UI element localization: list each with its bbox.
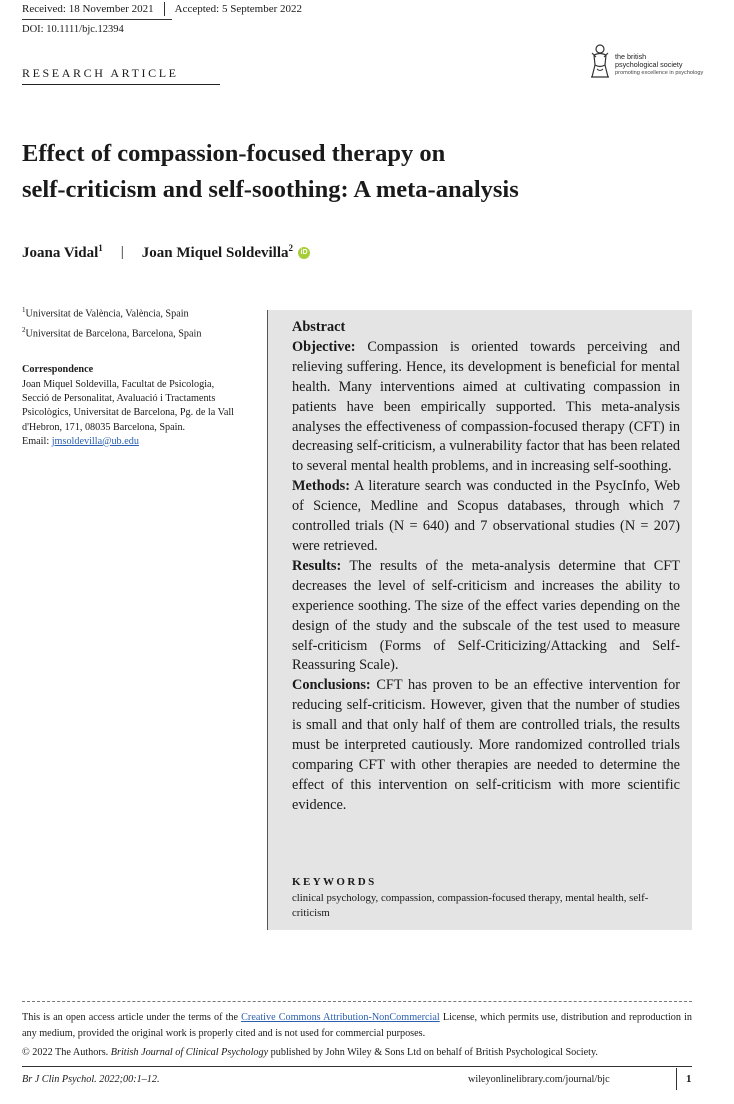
page-number: 1 <box>686 1073 692 1085</box>
bps-figure-icon <box>588 43 612 81</box>
abstract-objective <box>292 338 680 477</box>
bps-logo-text <box>615 53 703 77</box>
accepted-date: Accepted: 5 September 2022 <box>174 3 303 15</box>
received-date: Received: 18 November 2021 <box>22 3 154 15</box>
license-after: License, which permits use, distribution and reproduction in any medium, provided the original work is properly cited and is not used for commercial purposes. <box>22 1012 693 1039</box>
header-rule <box>22 19 172 20</box>
correspondence-line-4: d'Hebron, 171, 08035 Barcelona, Spain. <box>22 421 186 433</box>
correspondence-line-1: Joan Miquel Soldevilla, Facultat de Psicologia, <box>22 379 215 390</box>
correspondence-line-2: Secció de Personalitat, Avaluació i Tractaments <box>22 393 216 405</box>
affiliation-1 <box>22 306 189 319</box>
correspondence-email-row <box>22 435 262 449</box>
copyright-note <box>22 1045 692 1060</box>
abstract <box>292 318 680 816</box>
publication-dates <box>22 2 302 16</box>
results-label: Results: <box>292 557 342 574</box>
keywords-text: clinical psychology, compassion, compassion-focused therapy, mental health, self-criticism <box>292 892 649 919</box>
objective-label: Objective: <box>292 338 356 355</box>
affiliation-2-sup: 2 <box>22 326 26 334</box>
author-list <box>22 243 310 262</box>
author-2-affil: 2 <box>288 243 293 253</box>
objective-text: Compassion is oriented towards perceiving and relieving suffering. Hence, its development is beneficial for mental health. Many interventions aimed at cultivating compassion in patients have been empirically supported. This meta-analysis analyses the effectiveness of compassion-focused therapy (CFT) in decreasing self-criticism, a vulnerability factor that has been related to several mental health problems, and in increasing self-soothing. <box>292 338 681 475</box>
author-1-name: Joana Vidal <box>22 245 99 261</box>
logo-line1: the british <box>615 52 647 61</box>
license-note <box>22 1010 692 1041</box>
footer-divider <box>22 1001 692 1002</box>
abstract-conclusions <box>292 676 680 815</box>
copyright-suffix: published by John Wiley & Sons Ltd on behalf of British Psychological Society. <box>270 1047 598 1058</box>
article-type: RESEARCH ARTICLE <box>22 66 179 80</box>
abstract-heading: Abstract <box>292 319 346 335</box>
conclusions-label: Conclusions: <box>292 677 371 694</box>
logo-line2: psychological society <box>615 60 683 69</box>
abstract-methods <box>292 477 680 557</box>
journal-site[interactable]: wileyonlinelibrary.com/journal/bjc <box>468 1074 610 1085</box>
bottom-rule <box>22 1066 692 1067</box>
affiliation-2 <box>22 326 201 339</box>
license-before: This is an open access article under the terms of the <box>22 1012 239 1023</box>
bps-logo <box>588 43 718 83</box>
article-type-rule <box>22 84 220 85</box>
affiliation-2-text: Universitat de Barcelona, Barcelona, Spain <box>25 328 202 340</box>
journal-citation: Br J Clin Psychol. 2022;00:1–12. <box>22 1074 160 1085</box>
author-1[interactable] <box>22 243 103 262</box>
author-2-name: Joan Miquel Soldevilla <box>141 245 289 261</box>
methods-label: Methods: <box>292 478 350 495</box>
page-number-rule <box>676 1068 677 1090</box>
keywords-heading: KEYWORDS <box>292 876 377 888</box>
author-2[interactable] <box>142 243 293 262</box>
affiliation-1-text: Universitat de València, València, Spain <box>25 308 189 320</box>
copyright-journal: British Journal of Clinical Psychology <box>110 1047 269 1058</box>
license-link[interactable]: Creative Commons Attribution-NonCommercial <box>241 1012 440 1023</box>
results-text: The results of the meta-analysis determine that CFT decreases the level of self-criticism and increases the ability to experience soothing. The size of the effect varies depending on the design of the study and the subscale of the test used to measure self-criticism (Forms of Self-Criticizing/Attacking and Self-Reassuring Scale). <box>292 557 680 674</box>
doi: DOI: 10.1111/bjc.12394 <box>22 24 124 35</box>
correspondence-body <box>22 378 262 449</box>
title-line-2: self-criticism and self-soothing: A meta-analysis <box>22 176 519 203</box>
conclusions-text: CFT has proven to be an effective intervention for reducing self-criticism. However, given that the number of studies is small and that only half of them are controlled trials, the results must be interpreted cautiously. More randomized controlled trials comparing CFT with other therapies are needed to determine the effect of this intervention on self-criticism with more scientific evidence. <box>292 677 680 813</box>
email-link[interactable]: jmsoldevilla@ub.edu <box>51 435 139 447</box>
email-label: Email: <box>22 435 50 447</box>
correspondence-line-3: Psicològics, Universitat de Barcelona, Pg. de la Vall <box>22 407 235 419</box>
title-line-1: Effect of compassion-focused therapy on <box>22 140 446 167</box>
correspondence-heading: Correspondence <box>22 364 94 375</box>
author-1-affil: 1 <box>98 243 103 253</box>
orcid-icon[interactable]: iD <box>298 247 310 259</box>
copyright-prefix: © 2022 The Authors. <box>22 1047 109 1058</box>
article-title <box>22 136 662 208</box>
logo-tagline: promoting excellence in psychology <box>615 70 704 76</box>
methods-text: A literature search was conducted in the PsycInfo, Web of Science, Medline and Scopus databases, through which 7 controlled trials (N = 640) and 7 observational studies (N = 207) were retrieved. <box>292 478 680 554</box>
date-separator <box>164 2 165 16</box>
abstract-results <box>292 557 680 676</box>
affiliation-1-sup: 1 <box>22 306 26 314</box>
author-separator: | <box>120 244 124 260</box>
